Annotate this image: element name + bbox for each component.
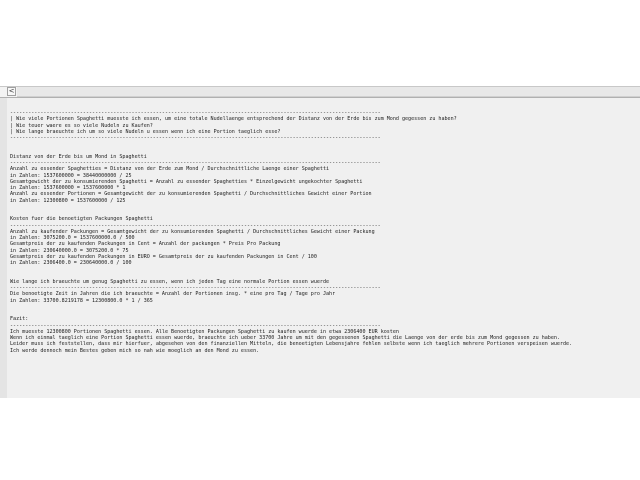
output-line: Wenn ich einmal taeglich eine Portion Spaghetti essen wuerde, braeuchte ich ueber 33700 Jahre um mit den gegessenen Spaghetti die Laenge von der erde bis zum Mond gegessen zu haben. — [10, 335, 560, 341]
separator-line: -------------------------------------------------------------------------------------------------------------------------- — [10, 222, 381, 229]
separator-line: -------------------------------------------------------------------------------------------------------------------------- — [10, 322, 381, 329]
output-line: Ich muesste 12300800 Portionen Spaghetti essen. Alle Benoetigten Packungen Spaghetti zu kaufen wuerde in etwa 2306400 EUR kosten — [10, 328, 399, 335]
output-line: Gesamtpreis der zu kaufenden Packungen in Cent = Anzahl der packungen * Preis Pro Packung — [10, 241, 281, 248]
output-line: in Zahlen: 3075200.0 = 1537600000.0 / 500 — [10, 235, 135, 241]
output-line: Anzahl zu kaufender Packungen = Gesamtgewicht der zu konsumierenden Spaghetti / Durchschnittliches Gewicht einer Packung — [10, 228, 375, 235]
separator-line: -------------------------------------------------------------------------------------------------------------------------- — [10, 160, 381, 166]
separator-line: -------------------------------------------------------------------------------------------------------------------------- — [10, 110, 381, 116]
output-line: Gesamtpreis der zu kaufenden Packungen in EURO = Gesamtpreis der zu kaufenden Packungen in Cent / 100 — [10, 253, 317, 260]
output-line: Kosten fuer die benoetigten Packungen Spaghetti — [10, 216, 153, 223]
console-output-text — [7, 98, 640, 354]
output-line: | Wie lange braeuchte ich um so viele Nudeln u essen wenn ich eine Portion taeglich esse? — [10, 128, 281, 135]
output-line: Fazit: — [10, 316, 29, 323]
output-line: Anzahl zu essender Portionen = Gesamtgewicht der zu konsumierenden Spaghetti / Durchschnittliches Gewicht einer Portion — [10, 191, 372, 198]
output-line: in Zahlen: 2306400.0 = 230640000.0 / 100 — [10, 260, 132, 266]
separator-line: -------------------------------------------------------------------------------------------------------------------------- — [10, 135, 381, 141]
output-line: Ich werde dennoch mein Bestes geben mich so nah wie moeglich an den Mond zu essen. — [10, 347, 260, 354]
output-line: in Zahlen: 1537600000 = 1537600000 * 1 — [10, 185, 126, 191]
horizontal-scrollbar[interactable] — [0, 86, 640, 98]
output-line: in Zahlen: 1537600000 = 38440000000 / 25 — [10, 172, 132, 179]
output-line: | Wie teuer waere es so viele Nudeln zu Kaufen? — [10, 122, 153, 129]
horizontal-scroll-track[interactable] — [17, 87, 640, 97]
output-line: Anzahl zu essender Spaghetties = Distanz von der Erde zum Mond / Durchschnittliche Laenge einer Spaghetti — [10, 166, 330, 173]
output-line: | Wie viele Portionen Spaghetti muesste ich essen, um eine totale Nudellaenge entsprechend der Distanz von der Erde bis zum Mond gegessen zu haben? — [10, 116, 457, 123]
separator-line: -------------------------------------------------------------------------------------------------------------------------- — [10, 285, 381, 291]
output-line: in Zahlen: 12300800 = 1537600000 / 125 — [10, 197, 126, 204]
output-line: Distanz von der Erde bis um Mond in Spaghetti — [10, 153, 147, 160]
output-line: Die benoetigte Zeit in Jahren die ich braeuchte = Anzahl der Portionen insg. * eine pro Tag / Tage pro Jahr — [10, 291, 336, 298]
output-line: in Zahlen: 230640000.0 = 3075200.0 * 75 — [10, 247, 129, 254]
output-line: in Zahlen: 33700.8219178 = 12300800.0 * 1 / 365 — [10, 297, 153, 304]
output-line: Wie lange ich braeuchte um genug Spaghetti zu essen, wenn ich jeden Tag eine normale Portion essen wuerde — [10, 278, 330, 285]
console-window — [0, 86, 640, 398]
output-line: Leider muss ich feststellen, dass mir hierfuer, abgesehen von den finanziellen Mitteln, die benoetigten Lebensjahre fehlen selbste wenn ich taeglich mehrere Portionen verspeisen wuerde. — [10, 341, 573, 348]
output-line: Gesamtgewicht der zu konsumierenden Spaghetti = Anzahl zu essender Spaghetties * Einzelgewicht ungekochter Spaghetti — [10, 178, 363, 185]
console-output-area — [0, 98, 640, 398]
scroll-left-button[interactable]: < — [8, 87, 15, 95]
